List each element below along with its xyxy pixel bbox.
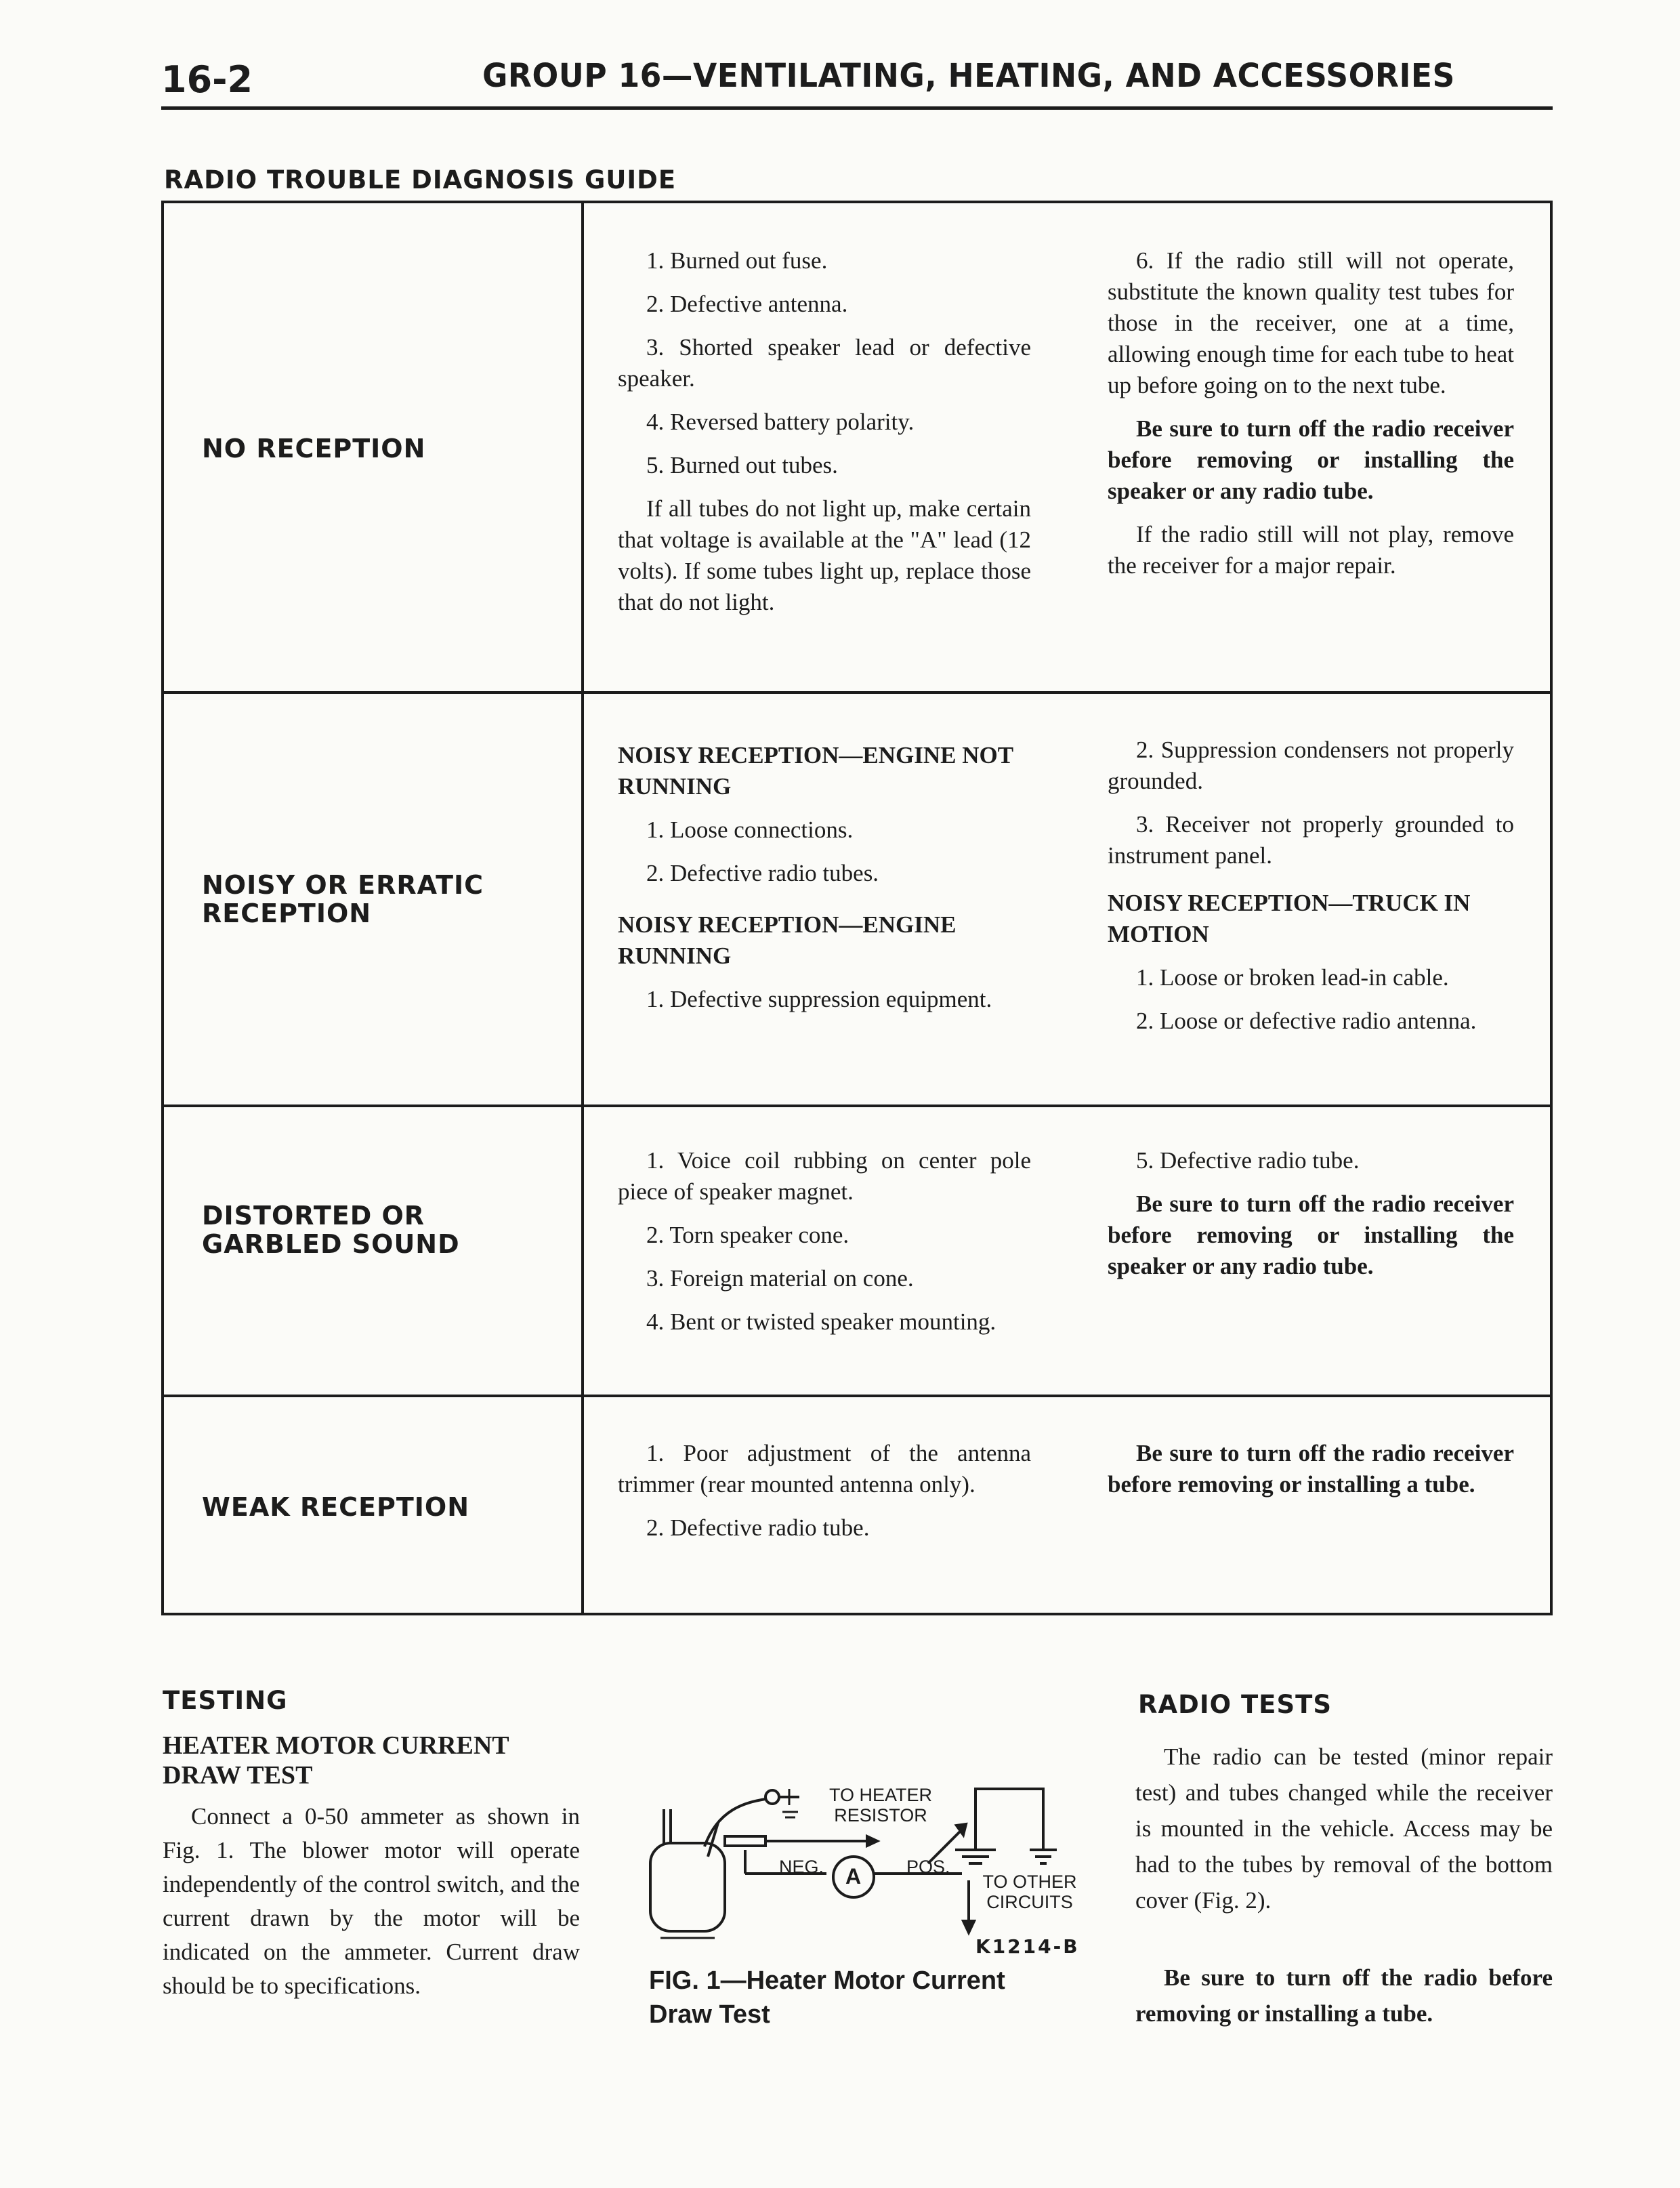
label-other-circuits: TO OTHER CIRCUITS [982, 1872, 1077, 1912]
label-positive: POS. [906, 1857, 950, 1877]
warning-note: Be sure to turn off the radio receiver before removing or installing the speaker or any radio tube. [1108, 1191, 1514, 1279]
cause-item: 2. Defective antenna. [646, 291, 848, 317]
table-row [164, 1397, 1550, 1614]
causes-column [618, 735, 1031, 1027]
table-row [164, 1107, 1550, 1395]
page-number: 16-2 [161, 58, 253, 101]
figure-heater-circuit [644, 1782, 1077, 1958]
warning-note: Be sure to turn off the radio receiver before removing or installing the speaker or any radio tube. [1108, 415, 1514, 504]
radio-tests-heading: RADIO TESTS [1138, 1690, 1332, 1719]
cause-item: 1. Loose connections. [646, 817, 854, 843]
condition-label: WEAK RECEPTION [202, 1492, 470, 1522]
causes-column [618, 1438, 1031, 1556]
blower-motor [650, 1843, 725, 1931]
radio-tests-warning: Be sure to turn off the radio before removing or installing a tube. [1135, 1964, 1553, 2027]
subheading: NOISY RECEPTION—ENGINE RUNNING [618, 911, 957, 969]
condition-label: NOISY OR ERRATIC RECEPTION [202, 870, 484, 928]
remedy-item: 1. Loose or broken lead-in cable. [1136, 964, 1449, 991]
group-title: GROUP 16—VENTILATING, HEATING, AND ACCESSORIES [482, 57, 1455, 95]
connector [765, 1790, 779, 1804]
remedy-item: 6. If the radio still will not operate, substitute the known quality test tubes for those in the receiver, one at a time, allowing enough time for each tube to heat up before going on to the next tube. [1108, 247, 1514, 398]
remedy-item: 3. Receiver not properly grounded to instrument panel. [1108, 811, 1514, 869]
header-rule [161, 106, 1553, 110]
remedy-column [1108, 1438, 1514, 1512]
cause-item: 1. Poor adjustment of the antenna trimmer (rear mounted antenna only). [618, 1440, 1031, 1498]
radio-tests-body: The radio can be tested (minor repair test) and tubes changed while the receiver is mounted in the vehicle. Access may be had to the tubes by removal of the bottom cover (Fig. 2). [1135, 1743, 1553, 1914]
cause-item: 1. Voice coil rubbing on center pole piece of speaker magnet. [618, 1147, 1031, 1205]
cause-item: 2. Torn speaker cone. [646, 1222, 849, 1248]
remedy-item: 2. Suppression condensers not properly grounded. [1108, 737, 1514, 794]
testing-heading: TESTING [163, 1686, 288, 1715]
remedy-column [1108, 735, 1514, 1049]
subheading: NOISY RECEPTION—TRUCK IN MOTION [1108, 890, 1471, 947]
cause-note: If all tubes do not light up, make certain that voltage is available at the "A" lead (12 volts). If some tubes light up, replace those that do not light. [618, 495, 1031, 615]
causes-column [618, 1145, 1031, 1350]
condition-label: DISTORTED OR GARBLED SOUND [202, 1201, 460, 1259]
plug [725, 1836, 765, 1846]
remedy-item: 2. Loose or defective radio antenna. [1136, 1008, 1477, 1034]
label-heater-resistor: TO HEATER RESISTOR [828, 1785, 933, 1825]
cause-item: 3. Foreign material on cone. [646, 1265, 914, 1292]
heater-test-body: Connect a 0-50 ammeter as shown in Fig. 1. The blower motor will operate independently of the control switch, and the current drawn by the motor will be indicated on the ammeter. Current draw should be to specifications. [163, 1803, 580, 1999]
remedy-column [1108, 245, 1514, 594]
cause-item: 1. Burned out fuse. [646, 247, 828, 274]
table-row [164, 203, 1550, 691]
subheading: NOISY RECEPTION—ENGINE NOT RUNNING [618, 742, 1013, 800]
label-negative: NEG. [779, 1857, 824, 1877]
cause-item: 2. Defective radio tubes. [646, 860, 879, 886]
heater-test-heading: HEATER MOTOR CURRENT DRAW TEST [163, 1731, 509, 1790]
cause-item: 2. Defective radio tube. [646, 1514, 870, 1541]
cause-item: 1. Defective suppression equipment. [646, 986, 992, 1012]
figure-caption: FIG. 1—Heater Motor Current Draw Test [649, 1966, 1005, 2029]
table-row [164, 694, 1550, 1105]
remedy-item: 5. Defective radio tube. [1136, 1147, 1360, 1174]
figure-code: K1214-B [975, 1935, 1080, 1958]
warning-note: Be sure to turn off the radio receiver before removing or installing a tube. [1108, 1440, 1514, 1498]
label-ammeter: A [845, 1864, 862, 1888]
diagnosis-table [161, 201, 1553, 1615]
condition-label: NO RECEPTION [202, 434, 426, 463]
cause-item: 4. Reversed battery polarity. [646, 409, 915, 435]
cause-item: 5. Burned out tubes. [646, 452, 838, 478]
cause-item: 4. Bent or twisted speaker mounting. [646, 1308, 996, 1335]
guide-title: RADIO TROUBLE DIAGNOSIS GUIDE [164, 165, 677, 194]
remedy-column [1108, 1145, 1514, 1294]
causes-column [618, 245, 1031, 630]
remedy-item: If the radio still will not play, remove the receiver for a major repair. [1108, 521, 1514, 579]
cause-item: 3. Shorted speaker lead or defective speaker. [618, 334, 1031, 392]
